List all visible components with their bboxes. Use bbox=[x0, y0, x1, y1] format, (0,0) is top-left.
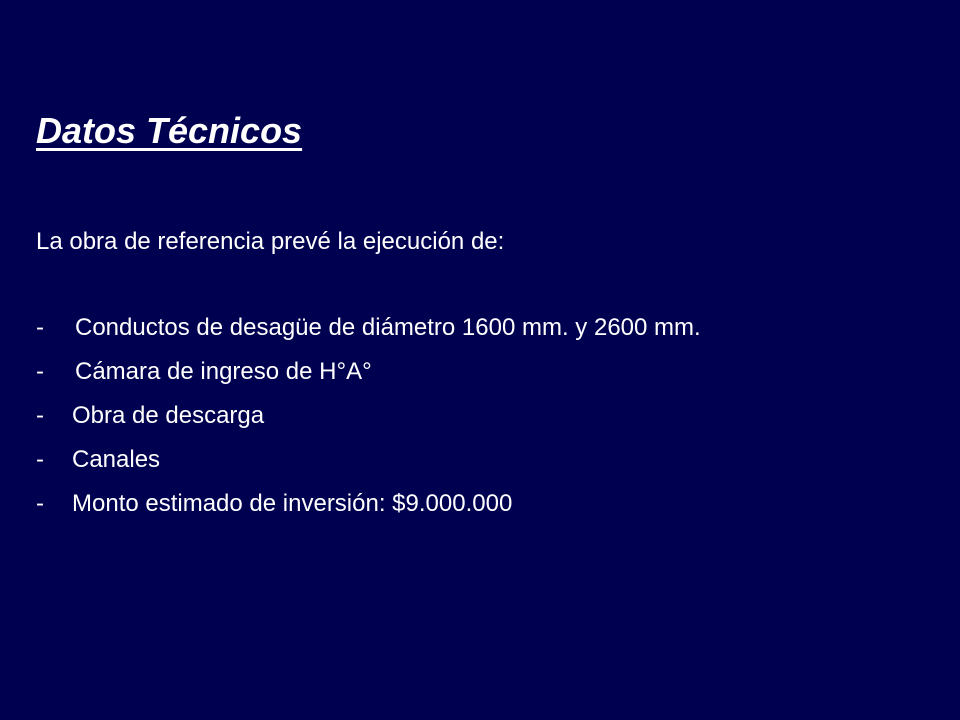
bullet-marker: - bbox=[36, 314, 44, 341]
bullet-text: Obra de descarga bbox=[72, 402, 265, 429]
slide-title: Datos Técnicos bbox=[36, 110, 303, 151]
bullet-item bbox=[36, 399, 701, 443]
bullet-marker: - bbox=[36, 490, 44, 517]
bullet-marker: - bbox=[36, 358, 44, 385]
bullet-text: Canales bbox=[72, 446, 161, 473]
bullet-list bbox=[36, 311, 701, 531]
bullet-item bbox=[36, 487, 701, 531]
bullet-item bbox=[36, 443, 701, 487]
bullet-item bbox=[36, 311, 701, 355]
bullet-marker: - bbox=[36, 446, 44, 473]
bullet-text: Cámara de ingreso de H°A° bbox=[75, 358, 372, 385]
bullet-marker: - bbox=[36, 402, 44, 429]
intro-text: La obra de referencia prevé la ejecución de: bbox=[36, 228, 505, 255]
bullet-text: Monto estimado de inversión: $9.000.000 bbox=[72, 490, 513, 517]
bullet-text: Conductos de desagüe de diámetro 1600 mm. y 2600 mm. bbox=[75, 314, 701, 341]
bullet-item bbox=[36, 355, 701, 399]
